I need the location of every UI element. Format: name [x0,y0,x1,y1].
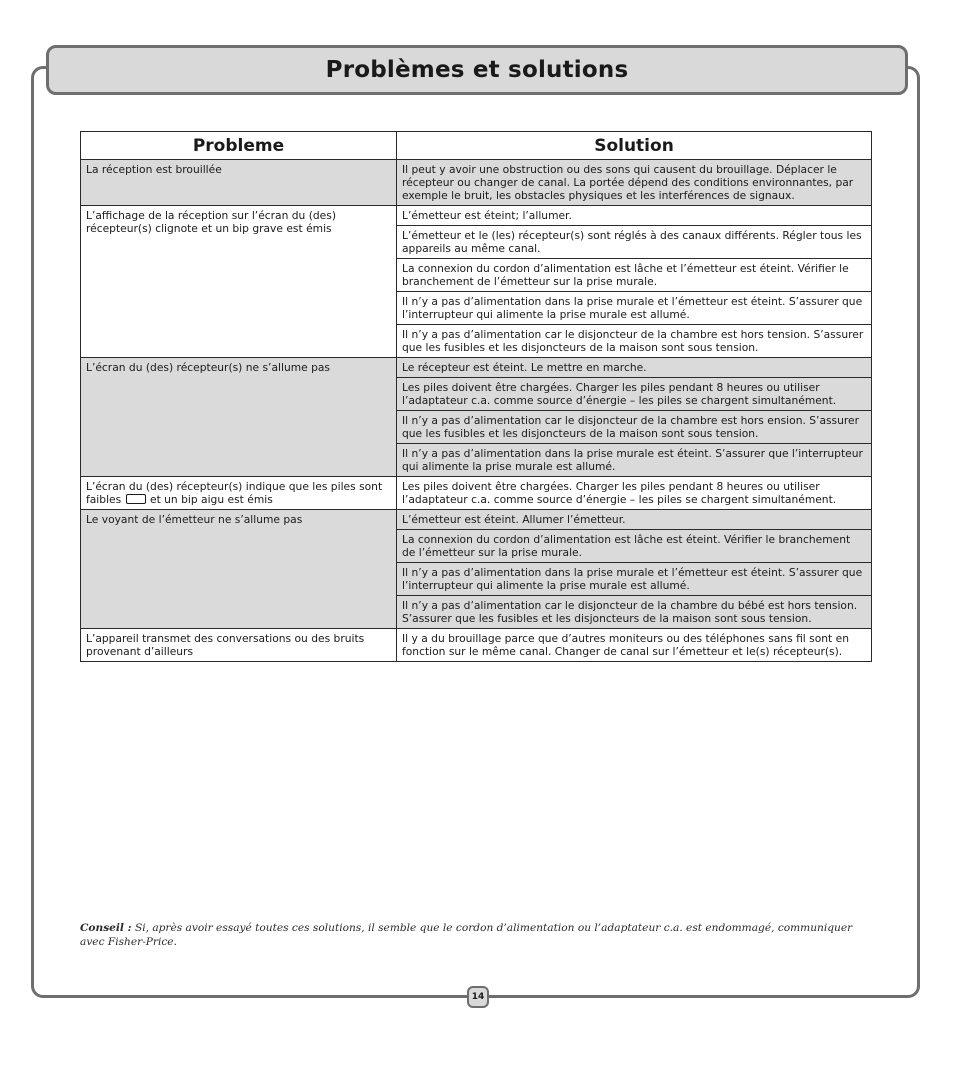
solution-cell: Il n’y a pas d’alimentation dans la prise murale et l’émetteur est éteint. S’assurer que l’interrupteur qui alimente la prise murale est allumé. [397,563,872,596]
solution-cell: Il n’y a pas d’alimentation car le disjoncteur de la chambre est hors tension. S’assurer que les fusibles et les disjoncteurs de la maison sont sous tension. [397,325,872,358]
table-row [81,477,872,510]
problem-cell: Le voyant de l’émetteur ne s’allume pas [81,510,397,629]
tip-text: Si, après avoir essayé toutes ces solutions, il semble que le cordon d’alimentation ou l’adaptateur c.a. est endommagé, communiquer avec Fisher-Price. [80,922,853,948]
problem-cell: L’écran du (des) récepteur(s) ne s’allume pas [81,358,397,477]
solution-cell: L’émetteur est éteint. Allumer l’émetteur. [397,510,872,530]
tip-label: Conseil : [80,922,132,934]
table-row [81,160,872,206]
page-title: Problèmes et solutions [325,57,629,83]
solution-cell: La connexion du cordon d’alimentation est lâche est éteint. Vérifier le branchement de l’émetteur sur la prise murale. [397,530,872,563]
troubleshooting-table [80,131,872,662]
table-row [81,206,872,226]
solution-cell: Il peut y avoir une obstruction ou des sons qui causent du brouillage. Déplacer le récepteur ou changer de canal. La portée dépend des conditions environnantes, par exemple le bruit, les obstacles physiques et les interférences de signaux. [397,160,872,206]
solution-cell: Les piles doivent être chargées. Charger les piles pendant 8 heures ou utiliser l’adaptateur c.a. comme source d’énergie – les piles se chargent simultanément. [397,378,872,411]
solution-cell: L’émetteur est éteint; l’allumer. [397,206,872,226]
header-problem: Probleme [81,132,397,160]
solution-cell: Il n’y a pas d’alimentation dans la prise murale est éteint. S’assurer que l’interrupteur qui alimente la prise murale est allumé. [397,444,872,477]
table-row [81,629,872,662]
solution-cell: Il n’y a pas d’alimentation car le disjoncteur de la chambre du bébé est hors tension. S’assurer que les fusibles et les disjoncteurs de la maison sont sous tension. [397,596,872,629]
tip-note [80,921,880,949]
solution-cell: Il y a du brouillage parce que d’autres moniteurs ou des téléphones sans fil sont en fonction sur le même canal. Changer de canal sur l’émetteur et le(s) récepteur(s). [397,629,872,662]
page-number: 14 [467,986,489,1008]
solution-cell: La connexion du cordon d’alimentation est lâche et l’émetteur est éteint. Vérifier le branchement de l’émetteur sur la prise murale. [397,259,872,292]
title-bar [46,45,908,95]
table-row [81,358,872,378]
table-header-row [81,132,872,160]
problem-cell [81,477,397,510]
header-solution: Solution [397,132,872,160]
solution-cell: Il n’y a pas d’alimentation dans la prise murale et l’émetteur est éteint. S’assurer que l’interrupteur qui alimente la prise murale est allumé. [397,292,872,325]
problem-text-part2: et un bip aigu est émis [150,493,273,506]
problem-cell: L’appareil transmet des conversations ou des bruits provenant d’ailleurs [81,629,397,662]
battery-low-icon [126,494,146,504]
solution-cell: Il n’y a pas d’alimentation car le disjoncteur de la chambre est hors ension. S’assurer que les fusibles et les disjoncteurs de la maison sont sous tension. [397,411,872,444]
problem-cell: La réception est brouillée [81,160,397,206]
problem-text-part1: L’écran du (des) récepteur(s) indique que les piles sont faibles [86,480,383,506]
solution-cell: L’émetteur et le (les) récepteur(s) sont réglés à des canaux différents. Régler tous les appareils au même canal. [397,226,872,259]
troubleshooting-table-wrap [80,131,871,662]
table-row [81,510,872,530]
solution-cell: Le récepteur est éteint. Le mettre en marche. [397,358,872,378]
solution-cell: Les piles doivent être chargées. Charger les piles pendant 8 heures ou utiliser l’adaptateur c.a. comme source d’énergie – les piles se chargent simultanément. [397,477,872,510]
problem-cell: L’affichage de la réception sur l’écran du (des) récepteur(s) clignote et un bip grave est émis [81,206,397,358]
